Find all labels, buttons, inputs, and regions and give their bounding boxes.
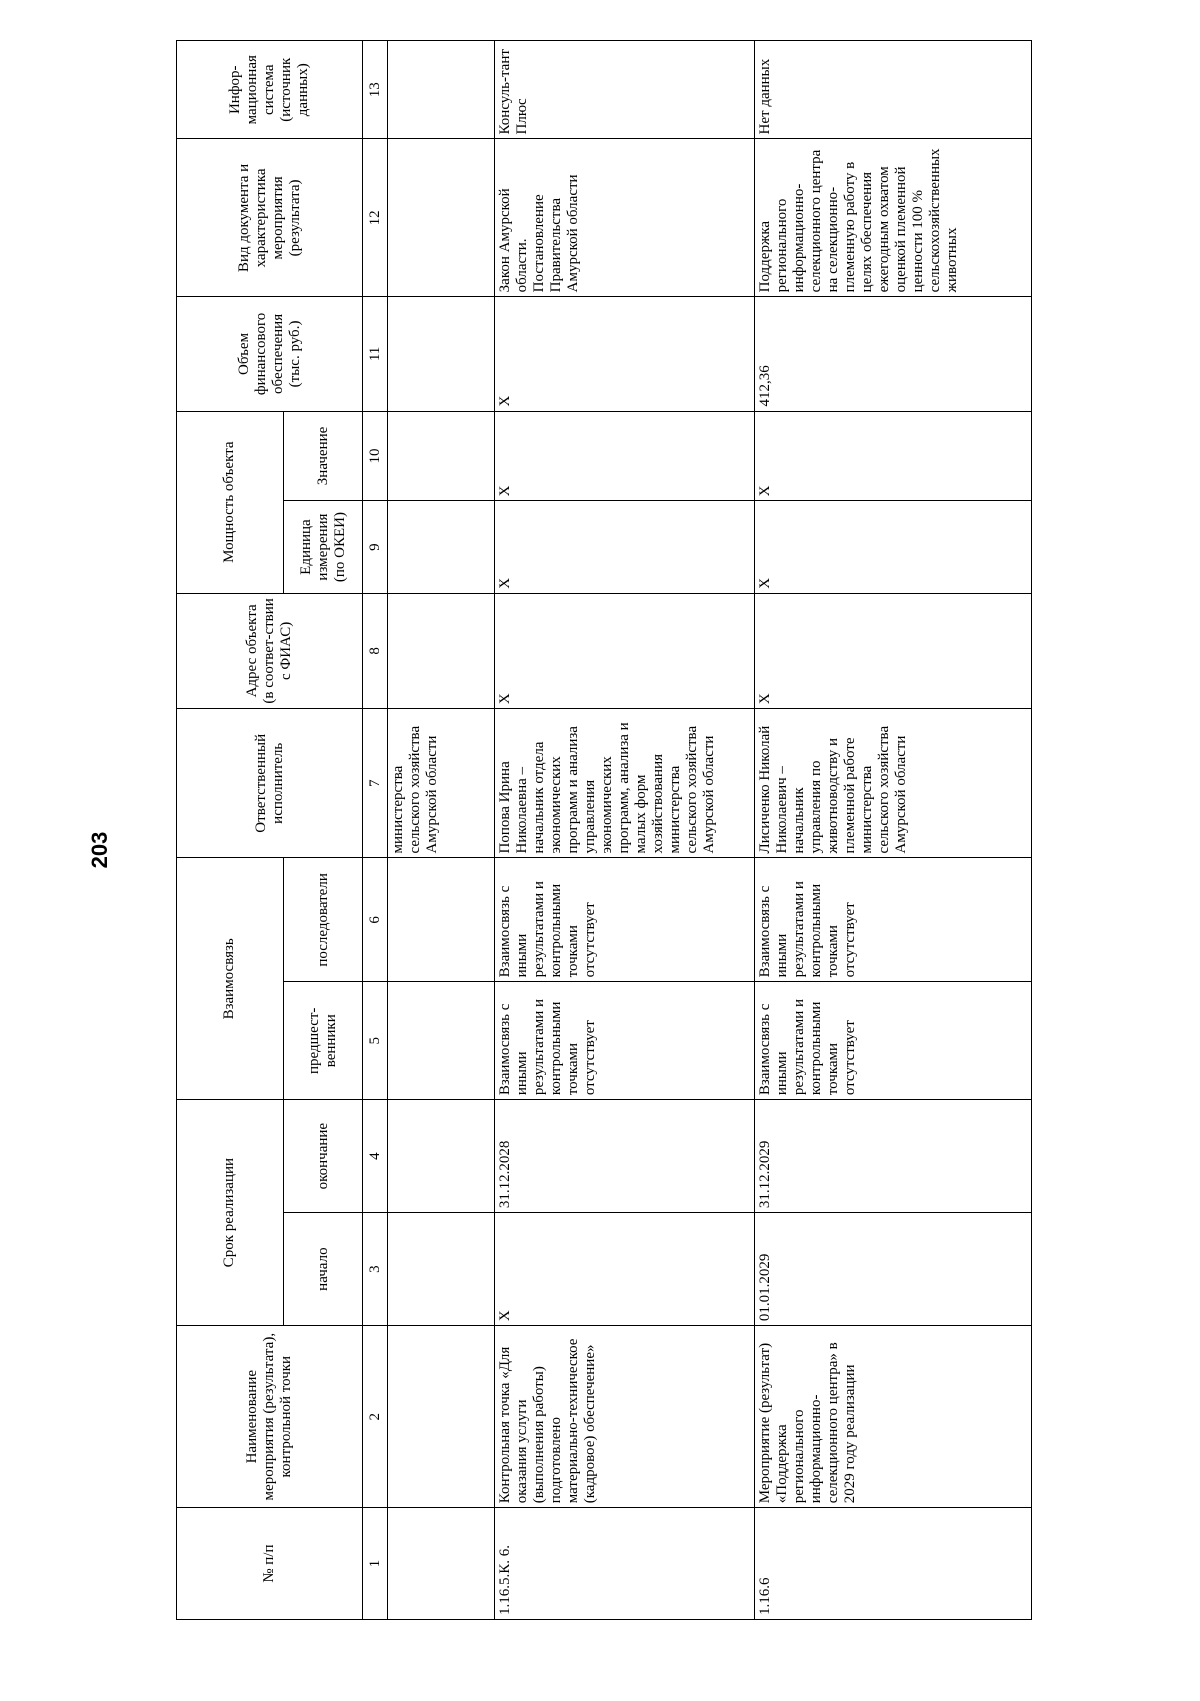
header-responsible: Ответственный исполнитель bbox=[177, 709, 363, 858]
row-document: Закон Амурской области. Постановление Правительства Амурской области bbox=[495, 139, 755, 297]
row-address: X bbox=[495, 593, 755, 708]
row-document: Поддержка регионального информационно-селекционного центра на селекционно-племенную работу в целях обеспечения ежегодным охватом оценкой племенной ценности 100 % сельскохозяйственных животных bbox=[755, 139, 1032, 297]
row-number: 1.16.6 bbox=[755, 1508, 1032, 1620]
row-end: 31.12.2028 bbox=[495, 1100, 755, 1213]
cell bbox=[388, 982, 495, 1100]
activity-plan-table bbox=[176, 40, 1032, 1620]
column-number: 9 bbox=[363, 501, 388, 593]
row-predecessors: Взаимосвязь с иными результатами и контрольными точками отсутствует bbox=[755, 982, 1032, 1100]
header-start: начало bbox=[283, 1213, 362, 1326]
cell bbox=[388, 1213, 495, 1326]
row-value: X bbox=[755, 411, 1032, 501]
column-number: 7 bbox=[363, 709, 388, 858]
cell bbox=[388, 858, 495, 982]
responsible-cell: министерства сельского хозяйства Амурской области bbox=[388, 709, 495, 858]
row-start: 01.01.2029 bbox=[755, 1213, 1032, 1326]
cell bbox=[388, 1508, 495, 1620]
header-financing: Объем финансового обеспечения (тыс. руб.) bbox=[177, 297, 363, 411]
row-end: 31.12.2029 bbox=[755, 1100, 1032, 1213]
page-number: 203 bbox=[87, 831, 112, 869]
header-address: Адрес объекта (в соответ-ствии с ФИАС) bbox=[177, 593, 363, 708]
column-number: 2 bbox=[363, 1326, 388, 1508]
header-row-1 bbox=[177, 41, 284, 1620]
table-row bbox=[755, 41, 1032, 1620]
row-name: Мероприятие (результат) «Поддержка регионального информационно-селекционного центра» в 2029 году реализации bbox=[755, 1326, 1032, 1508]
column-number: 6 bbox=[363, 858, 388, 982]
header-link-group: Взаимосвязь bbox=[177, 858, 284, 1100]
row-financing: X bbox=[495, 297, 755, 411]
column-number: 5 bbox=[363, 982, 388, 1100]
column-number: 13 bbox=[363, 41, 388, 139]
row-start: X bbox=[495, 1213, 755, 1326]
column-number: 1 bbox=[363, 1508, 388, 1620]
row-successors: Взаимосвязь с иными результатами и контрольными точками отсутствует bbox=[755, 858, 1032, 982]
row-address: X bbox=[755, 593, 1032, 708]
row-value: X bbox=[495, 411, 755, 501]
column-number: 8 bbox=[363, 593, 388, 708]
row-info-system: Консуль-тант Плюс bbox=[495, 41, 755, 139]
row-name: Контрольная точка «Для оказания услуги (выполнения работы) подготовлено материально-техническое (кадровое) обеспечение» bbox=[495, 1326, 755, 1508]
header-value: Значение bbox=[283, 411, 362, 501]
column-number: 3 bbox=[363, 1213, 388, 1326]
row-number: 1.16.5.К. 6. bbox=[495, 1508, 755, 1620]
cell bbox=[388, 297, 495, 411]
continuation-row bbox=[388, 41, 495, 1620]
header-number: № п/п bbox=[177, 1508, 363, 1620]
cell bbox=[388, 1100, 495, 1213]
row-info-system: Нет данных bbox=[755, 41, 1032, 139]
header-power-group: Мощность объекта bbox=[177, 411, 284, 593]
cell bbox=[388, 1326, 495, 1508]
header-info-system: Инфор-мационная система (источник данных) bbox=[177, 41, 363, 139]
header-predecessors: предшест-венники bbox=[283, 982, 362, 1100]
row-unit: X bbox=[495, 501, 755, 593]
row-predecessors: Взаимосвязь с иными результатами и контрольными точками отсутствует bbox=[495, 982, 755, 1100]
row-responsible: Попова Ирина Николаевна – начальник отдела экономических программ и анализа управления экономических программ, анализа и малых форм хозяйствования министерства сельского хозяйства Амурской области bbox=[495, 709, 755, 858]
table-row bbox=[495, 41, 755, 1620]
column-number: 11 bbox=[363, 297, 388, 411]
header-end: окончание bbox=[283, 1100, 362, 1213]
row-financing: 412,36 bbox=[755, 297, 1032, 411]
header-name: Наименование мероприятия (результата), контрольной точки bbox=[177, 1326, 363, 1508]
cell bbox=[388, 593, 495, 708]
rotated-table-container bbox=[176, 40, 1032, 1620]
column-number: 4 bbox=[363, 1100, 388, 1213]
row-responsible: Лисиченко Николай Николаевич – начальник управления по животноводству и племенной работе министерства сельского хозяйства Амурской области bbox=[755, 709, 1032, 858]
row-unit: X bbox=[755, 501, 1032, 593]
cell bbox=[388, 411, 495, 501]
row-successors: Взаимосвязь с иными результатами и контрольными точками отсутствует bbox=[495, 858, 755, 982]
cell bbox=[388, 41, 495, 139]
cell bbox=[388, 139, 495, 297]
header-document: Вид документа и характеристика мероприятия (результата) bbox=[177, 139, 363, 297]
header-term-group: Срок реализации bbox=[177, 1100, 284, 1326]
header-unit: Единица измерения (по ОКЕИ) bbox=[283, 501, 362, 593]
column-number: 12 bbox=[363, 139, 388, 297]
column-number: 10 bbox=[363, 411, 388, 501]
header-successors: последователи bbox=[283, 858, 362, 982]
cell bbox=[388, 501, 495, 593]
column-number-row bbox=[363, 41, 388, 1620]
